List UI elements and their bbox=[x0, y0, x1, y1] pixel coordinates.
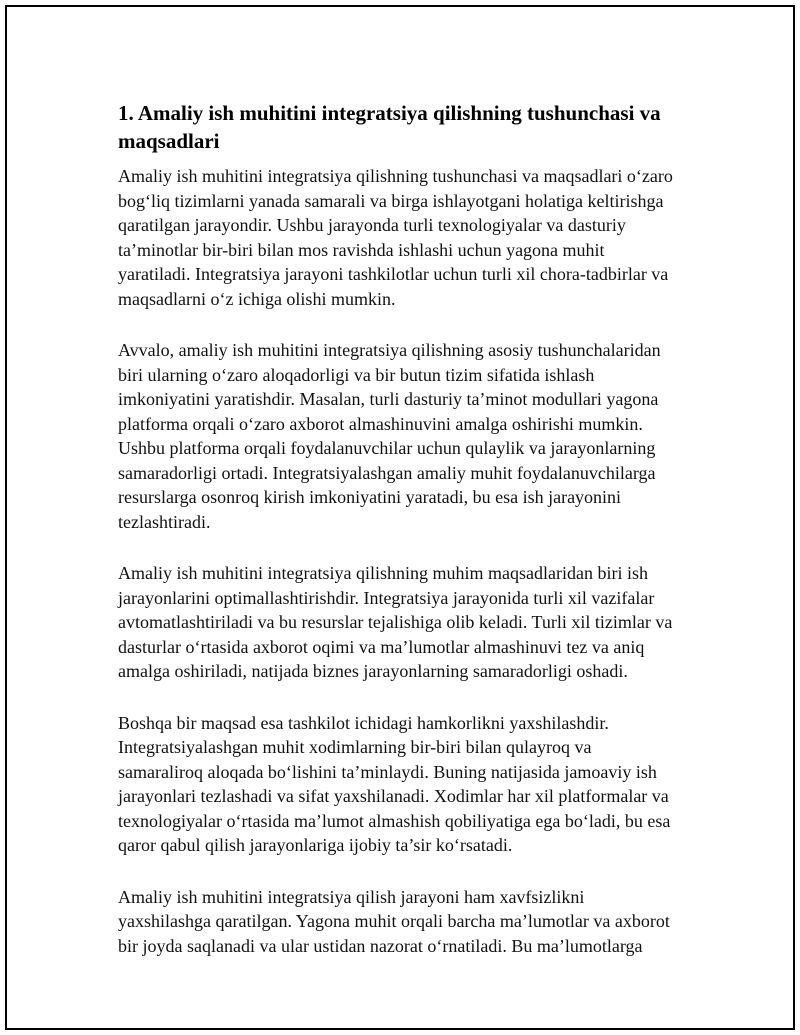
page-frame bbox=[5, 5, 795, 1030]
paragraph-line: samaraliroq aloqada bo‘lishini ta’minlaydi. Buning natijasida jamoaviy ish bbox=[118, 761, 657, 782]
paragraph-line: bog‘liq tizimlarni yanada samarali va birga ishlayotgani holatiga keltirishga bbox=[118, 190, 664, 211]
paragraph-line: yaxshilashga qaratilgan. Yagona muhit orqali barcha ma’lumotlar va axborot bbox=[118, 911, 670, 931]
paragraph bbox=[118, 164, 693, 311]
paragraph-line: biri ularning o‘zaro aloqadorligi va bir butun tizim sifatida ishlash bbox=[118, 364, 595, 385]
paragraph bbox=[118, 711, 693, 858]
paragraph-line: samaradorligi ortadi. Integratsiyalashgan amaliy muhit foydalanuvchilarga bbox=[118, 462, 656, 483]
paragraph-line: bir joyda saqlanadi va ular ustidan nazorat o‘rnatiladi. Bu ma’lumotlarga bbox=[118, 935, 643, 956]
paragraph-line: Avvalo, amaliy ish muhitini integratsiya qilishning asosiy tushunchalaridan bbox=[118, 340, 661, 360]
paragraph bbox=[118, 338, 693, 534]
heading-line: 1. Amaliy ish muhitini integratsiya qilishning tushunchasi va bbox=[118, 101, 661, 125]
paragraph-line: jarayonlarini optimallashtirishdir. Integratsiya jarayonida turli xil vazifalar bbox=[118, 587, 655, 608]
paragraph-line: dasturlar o‘rtasida axborot oqimi va ma’lumotlar almashinuvi tez va aniq bbox=[118, 636, 645, 657]
section-heading bbox=[118, 99, 693, 155]
paragraph-line: amalga oshiriladi, natijada biznes jarayonlarning samaradorligi oshadi. bbox=[118, 661, 628, 681]
paragraph-line: Amaliy ish muhitini integratsiya qilish jarayoni ham xavfsizlikni bbox=[118, 886, 585, 907]
paragraph-line: platforma orqali o‘zaro axborot almashinuvini amalga oshirishi mumkin. bbox=[118, 413, 643, 434]
paragraph-line: avtomatlashtiriladi va bu resurslar tejalishiga olib keladi. Turli xil tizimlar va bbox=[118, 612, 673, 632]
paragraph-line: texnologiyalar o‘rtasida ma’lumot almashish qobiliyatiga ega bo‘ladi, bu esa bbox=[118, 810, 671, 831]
paragraph bbox=[118, 561, 693, 684]
paragraph-line: imkoniyatini yaratishdir. Masalan, turli dasturiy ta’minot modullari yagona bbox=[118, 389, 659, 409]
paragraph-line: jarayonlari tezlashadi va sifat yaxshilanadi. Xodimlar har xil platformalar va bbox=[118, 786, 669, 806]
paragraph-line: tezlashtiradi. bbox=[118, 511, 211, 532]
paragraph-line: Integratsiyalashgan muhit xodimlarning bir-biri bilan qulayroq va bbox=[118, 737, 592, 757]
heading-line: maqsadlari bbox=[118, 129, 220, 153]
paragraph-line: ta’minotlar bir-biri bilan mos ravishda ishlashi uchun yagona muhit bbox=[118, 239, 605, 260]
paragraph-line: yaratiladi. Integratsiya jarayoni tashkilotlar uchun turli xil chora-tadbirlar va bbox=[118, 264, 669, 284]
paragraph-line: qaror qabul qilish jarayonlariga ijobiy ta’sir ko‘rsatadi. bbox=[118, 835, 513, 855]
paragraph-line: qaratilgan jarayondir. Ushbu jarayonda turli texnologiyalar va dasturiy bbox=[118, 215, 626, 235]
paragraphs bbox=[118, 164, 693, 958]
document-body bbox=[118, 99, 693, 985]
paragraph bbox=[118, 885, 693, 959]
paragraph-line: Ushbu platforma orqali foydalanuvchilar uchun qulaylik va jarayonlarning bbox=[118, 438, 656, 458]
paragraph-line: maqsadlarni o‘z ichiga olishi mumkin. bbox=[118, 288, 396, 309]
paragraph-line: Amaliy ish muhitini integratsiya qilishning tushunchasi va maqsadlari o‘zaro bbox=[118, 166, 673, 186]
paragraph-line: Amaliy ish muhitini integratsiya qilishning muhim maqsadlaridan biri ish bbox=[118, 563, 648, 583]
paragraph-line: Boshqa bir maqsad esa tashkilot ichidagi hamkorlikni yaxshilashdir. bbox=[118, 712, 609, 733]
paragraph-line: resurslarga osonroq kirish imkoniyatini yaratadi, bu esa ish jarayonini bbox=[118, 487, 622, 507]
